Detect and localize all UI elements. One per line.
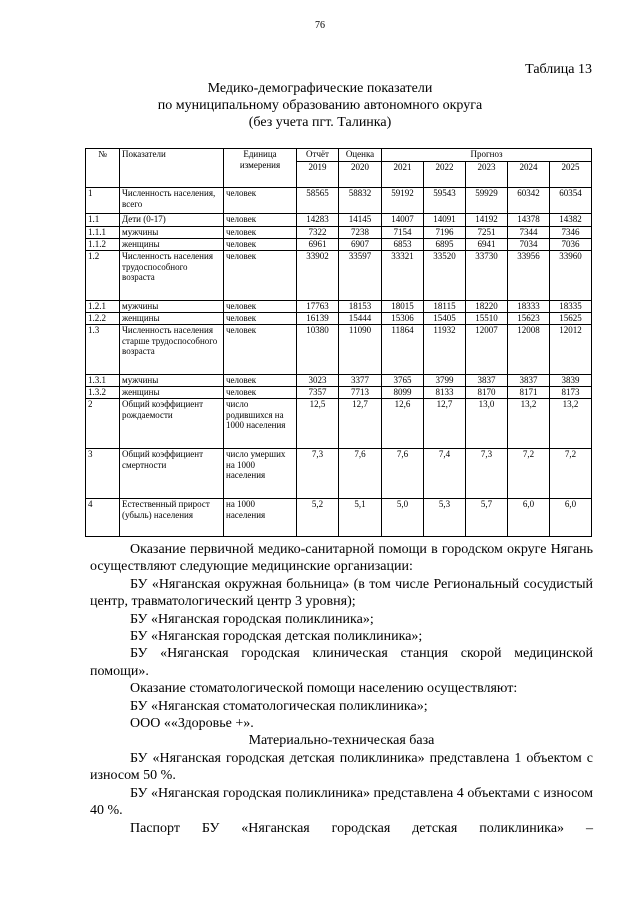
- row-value: 7,3: [466, 449, 508, 499]
- row-value: 7,2: [550, 449, 592, 499]
- row-unit: человек: [224, 375, 297, 387]
- row-number: 2: [86, 399, 120, 449]
- paragraph: Оказание стоматологической помощи населению осуществляют:: [130, 681, 518, 697]
- row-value: 8133: [424, 387, 466, 399]
- row-value: 11932: [424, 325, 466, 375]
- row-value: 18015: [382, 301, 424, 313]
- row-value: 17763: [297, 301, 339, 313]
- page-number: 76: [315, 20, 325, 31]
- row-value: 14145: [339, 214, 382, 227]
- row-unit: человек: [224, 301, 297, 313]
- row-indicator: женщины: [120, 387, 224, 399]
- row-value: 6895: [424, 239, 466, 251]
- row-value: 6853: [382, 239, 424, 251]
- row-value: 12,7: [424, 399, 466, 449]
- row-indicator: женщины: [120, 313, 224, 325]
- header-report: Отчёт: [297, 149, 339, 162]
- row-value: 7196: [424, 227, 466, 239]
- table-row: [86, 301, 592, 313]
- header-year: 2025: [550, 162, 592, 188]
- paragraph: БУ «Няганская городская поликлиника»;: [130, 611, 374, 627]
- row-value: 12,6: [382, 399, 424, 449]
- row-value: 16139: [297, 313, 339, 325]
- row-unit: человек: [224, 251, 297, 301]
- header-estimate: Оценка: [339, 149, 382, 162]
- row-number: 1.2.1: [86, 301, 120, 313]
- row-number: 1.2: [86, 251, 120, 301]
- row-number: 1: [86, 188, 120, 214]
- table-row: [86, 239, 592, 251]
- row-number: 3: [86, 449, 120, 499]
- header-year: 2019: [297, 162, 339, 188]
- table-row: [86, 325, 592, 375]
- row-indicator: мужчины: [120, 301, 224, 313]
- paragraph: БУ «Няганская городская детская поликлиника»;: [130, 629, 423, 645]
- row-value: 6,0: [550, 499, 592, 537]
- row-number: 1.3.2: [86, 387, 120, 399]
- row-value: 7344: [508, 227, 550, 239]
- row-value: 7,3: [297, 449, 339, 499]
- section-heading: Материально-техническая база: [248, 733, 435, 749]
- row-value: 7036: [550, 239, 592, 251]
- table-row: [86, 214, 592, 227]
- title-line: по муниципальному образованию автономного округа: [157, 98, 483, 113]
- table-row: [86, 449, 592, 499]
- row-value: 7,2: [508, 449, 550, 499]
- row-number: 1.3: [86, 325, 120, 375]
- demographic-table: [85, 148, 592, 537]
- row-value: 3377: [339, 375, 382, 387]
- row-value: 59192: [382, 188, 424, 214]
- table-row: [86, 313, 592, 325]
- row-value: 3837: [508, 375, 550, 387]
- row-value: 7357: [297, 387, 339, 399]
- row-value: 6961: [297, 239, 339, 251]
- row-number: 1.1: [86, 214, 120, 227]
- row-value: 12007: [466, 325, 508, 375]
- row-value: 5,7: [466, 499, 508, 537]
- row-number: 1.1.1: [86, 227, 120, 239]
- row-value: 15510: [466, 313, 508, 325]
- title-line: Медико-демографические показатели: [207, 81, 433, 96]
- row-indicator: Численность населения, всего: [120, 188, 224, 214]
- title-line: (без учета пгт. Талинка): [248, 115, 392, 130]
- row-unit: человек: [224, 325, 297, 375]
- row-value: 3765: [382, 375, 424, 387]
- table-row: [86, 399, 592, 449]
- row-indicator: Дети (0-17): [120, 214, 224, 227]
- row-value: 15444: [339, 313, 382, 325]
- row-value: 14091: [424, 214, 466, 227]
- row-indicator: мужчины: [120, 227, 224, 239]
- row-unit: человек: [224, 214, 297, 227]
- row-number: 4: [86, 499, 120, 537]
- row-value: 33520: [424, 251, 466, 301]
- row-value: 15623: [508, 313, 550, 325]
- header-year: 2022: [424, 162, 466, 188]
- row-value: 14378: [508, 214, 550, 227]
- paragraph: БУ «Няганская окружная больница» (в том числе Региональный сосудистый центр, травматологический центр 3 уровня);: [90, 576, 593, 610]
- row-value: 58565: [297, 188, 339, 214]
- row-value: 7,6: [339, 449, 382, 499]
- row-value: 15405: [424, 313, 466, 325]
- row-indicator: Численность населения трудоспособного возраста: [120, 251, 224, 301]
- row-value: 14382: [550, 214, 592, 227]
- row-value: 3023: [297, 375, 339, 387]
- header-num: №: [86, 149, 120, 188]
- row-value: 33321: [382, 251, 424, 301]
- row-value: 7251: [466, 227, 508, 239]
- row-indicator: Общий коэффициент смертности: [120, 449, 224, 499]
- row-value: 7,6: [382, 449, 424, 499]
- row-value: 14007: [382, 214, 424, 227]
- row-value: 33960: [550, 251, 592, 301]
- row-unit: человек: [224, 239, 297, 251]
- row-value: 33956: [508, 251, 550, 301]
- row-unit: человек: [224, 188, 297, 214]
- row-unit: человек: [224, 227, 297, 239]
- row-value: 58832: [339, 188, 382, 214]
- row-value: 3837: [466, 375, 508, 387]
- row-indicator: Естественный прирост (убыль) населения: [120, 499, 224, 537]
- row-value: 33902: [297, 251, 339, 301]
- row-value: 8173: [550, 387, 592, 399]
- row-unit: число родившихся на 1000 населения: [224, 399, 297, 449]
- row-value: 18115: [424, 301, 466, 313]
- paragraph: БУ «Няганская стоматологическая поликлиника»;: [130, 698, 428, 714]
- row-indicator: Численность населения старше трудоспособного возраста: [120, 325, 224, 375]
- row-value: 3799: [424, 375, 466, 387]
- row-value: 14192: [466, 214, 508, 227]
- row-value: 5,2: [297, 499, 339, 537]
- row-value: 5,0: [382, 499, 424, 537]
- row-value: 11864: [382, 325, 424, 375]
- header-year: 2023: [466, 162, 508, 188]
- row-value: 12,5: [297, 399, 339, 449]
- paragraph: ООО ««Здоровье +».: [130, 716, 254, 732]
- paragraph: Оказание первичной медико-санитарной помощи в городском округе Нягань осуществляют следующие медицинские организации:: [90, 542, 593, 575]
- row-value: 7346: [550, 227, 592, 239]
- row-value: 5,3: [424, 499, 466, 537]
- body-text: [90, 541, 593, 837]
- row-value: 13,2: [508, 399, 550, 449]
- row-value: 12008: [508, 325, 550, 375]
- row-value: 8099: [382, 387, 424, 399]
- paragraph: БУ «Няганская городская детская поликлиника» представлена 1 объектом с износом 50 %.: [90, 750, 593, 784]
- row-value: 11090: [339, 325, 382, 375]
- row-value: 18220: [466, 301, 508, 313]
- paragraph: БУ «Няганская городская поликлиника» представлена 4 объектами с износом 40 %.: [90, 785, 593, 819]
- row-value: 7238: [339, 227, 382, 239]
- table-row: [86, 188, 592, 214]
- row-indicator: женщины: [120, 239, 224, 251]
- row-value: 7713: [339, 387, 382, 399]
- row-value: 7322: [297, 227, 339, 239]
- row-value: 59929: [466, 188, 508, 214]
- table-row: [86, 387, 592, 399]
- row-value: 13,2: [550, 399, 592, 449]
- header-unit: Единица измерения: [224, 149, 297, 188]
- header-year: 2020: [339, 162, 382, 188]
- row-value: 8171: [508, 387, 550, 399]
- row-value: 5,1: [339, 499, 382, 537]
- table-row: [86, 375, 592, 387]
- row-value: 60354: [550, 188, 592, 214]
- row-unit: на 1000 населения: [224, 499, 297, 537]
- row-number: 1.2.2: [86, 313, 120, 325]
- row-value: 33597: [339, 251, 382, 301]
- row-value: 60342: [508, 188, 550, 214]
- row-unit: число умерших на 1000 населения: [224, 449, 297, 499]
- table-row: [86, 227, 592, 239]
- row-value: 14283: [297, 214, 339, 227]
- row-value: 7,4: [424, 449, 466, 499]
- row-value: 6,0: [508, 499, 550, 537]
- row-value: 15625: [550, 313, 592, 325]
- row-value: 3839: [550, 375, 592, 387]
- table-label: Таблица 13: [525, 62, 592, 77]
- row-indicator: Общий коэффициент рождаемости: [120, 399, 224, 449]
- paragraph: БУ «Няганская городская клиническая станция скорой медицинской помощи».: [90, 646, 593, 679]
- row-value: 7154: [382, 227, 424, 239]
- paragraph: Паспорт БУ «Няганская городская детская поликлиника» –: [130, 820, 593, 836]
- table-row: [86, 499, 592, 537]
- row-number: 1.1.2: [86, 239, 120, 251]
- row-unit: человек: [224, 387, 297, 399]
- header-year: 2021: [382, 162, 424, 188]
- row-value: 15306: [382, 313, 424, 325]
- header-year: 2024: [508, 162, 550, 188]
- row-value: 18333: [508, 301, 550, 313]
- row-value: 6941: [466, 239, 508, 251]
- row-value: 7034: [508, 239, 550, 251]
- row-value: 59543: [424, 188, 466, 214]
- row-value: 12,7: [339, 399, 382, 449]
- table-title: [0, 80, 640, 131]
- row-value: 13,0: [466, 399, 508, 449]
- row-value: 33730: [466, 251, 508, 301]
- row-value: 12012: [550, 325, 592, 375]
- row-value: 10380: [297, 325, 339, 375]
- row-unit: человек: [224, 313, 297, 325]
- row-value: 6907: [339, 239, 382, 251]
- header-indicator: Показатели: [120, 149, 224, 188]
- row-number: 1.3.1: [86, 375, 120, 387]
- row-value: 18153: [339, 301, 382, 313]
- header-forecast: Прогноз: [382, 149, 592, 162]
- row-indicator: мужчины: [120, 375, 224, 387]
- row-value: 8170: [466, 387, 508, 399]
- row-value: 18335: [550, 301, 592, 313]
- table-row: [86, 251, 592, 301]
